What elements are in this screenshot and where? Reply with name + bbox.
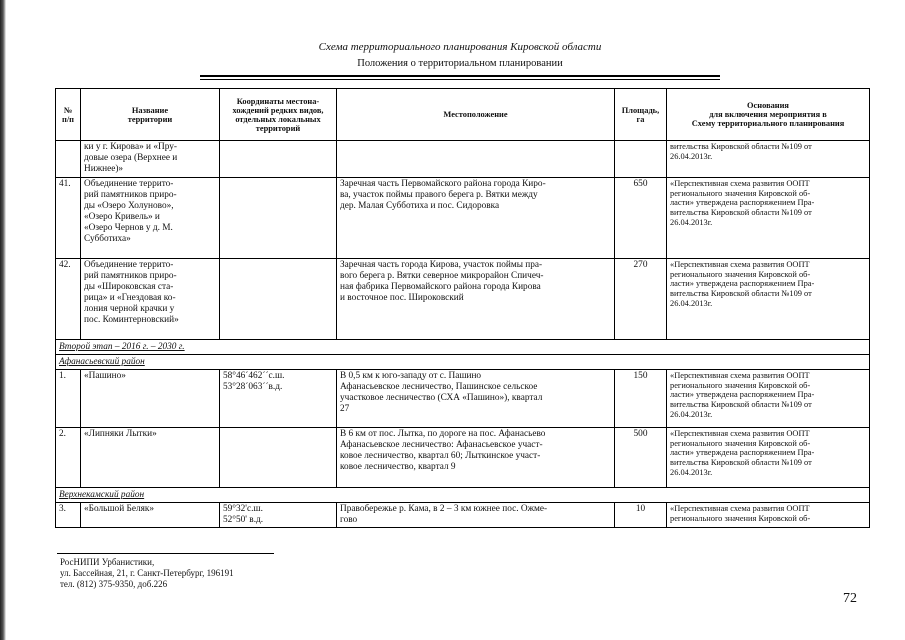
table-row [56,259,870,340]
cell-location: В 0,5 км к юго-западу от с. Пашино Афанасьевское лесничество, Пашинское сельское участковое лесничество (СХА «Пашино»), квартал 27 [337,370,615,428]
cell-num: 2. [56,428,81,488]
district-label: Верхнекамский район [56,488,870,503]
cell-basis: «Перспективная схема развития ООПТ регионального значения Кировской об- ласти» утверждена распоряжением Пра- вительства Кировской области №109 от 26.04.2013г. [667,259,870,340]
cell-location: В 6 км от пос. Лытка, по дороге на пос. Афанасьево Афанасьевское лесничество: Афанасьевское участ- ковое лесничество, квартал 60; Лыткинское участ- ковое лесничество, квартал 9 [337,428,615,488]
cell-num: 1. [56,370,81,428]
cell-num: 42. [56,259,81,340]
footer-address: ул. Бассейная, 21, г. Санкт-Петербург, 196191 [60,568,234,578]
cell-name: Объединение террито- рий памятников приро- ды «Широковская ста- рица» и «Гнездовая ко- лония черной крачки у пос. Коминтерновский» [81,259,220,340]
cell-area: 150 [615,370,667,428]
table-row [56,503,870,528]
cell-num: 41. [56,178,81,259]
table-row [56,178,870,259]
cell-coords [220,259,337,340]
cell-coords [220,141,337,178]
footer-org: РосНИПИ Урбанистики, [60,557,155,567]
cell-area: 10 [615,503,667,528]
cell-num: 3. [56,503,81,528]
cell-name: «Большой Беляк» [81,503,220,528]
cell-area: 650 [615,178,667,259]
header-rule-thin [200,79,720,80]
cell-name: «Липняки Лытки» [81,428,220,488]
cell-location: Правобережье р. Кама, в 2 – 3 км южнее пос. Ожме- гово [337,503,615,528]
table-row [56,428,870,488]
footer-phone: тел. (812) 375-9350, доб.226 [60,579,168,589]
cell-location: Заречная часть города Кирова, участок поймы пра- вого берега р. Вятки северное микрорайон Спичеч- ная фабрика Первомайского района города Кирова и восточное пос. Широковский [337,259,615,340]
document-subtitle: Положения о территориальном планировании [357,58,563,69]
district-row [56,355,870,370]
col-header-basis: Основания для включения мероприятия в Схему территориального планирования [667,89,870,141]
cell-location: Заречная часть Первомайского района города Киро- ва, участок поймы правого берега р. Вятки между дер. Малая Субботиха и пос. Сидоровка [337,178,615,259]
cell-location [337,141,615,178]
table-header-row [56,89,870,141]
cell-name: Объединение террито- рий памятников приро- ды «Озеро Холуново», «Озеро Кривель» и «Озеро Чернов у д. М. Субботиха» [81,178,220,259]
cell-area: 500 [615,428,667,488]
col-header-location: Местоположение [337,89,615,141]
cell-name: «Пашино» [81,370,220,428]
col-header-name: Название территории [81,89,220,141]
cell-coords: 58°46´462´´с.ш. 53°28´063´´в.д. [220,370,337,428]
cell-basis: «Перспективная схема развития ООПТ регионального значения Кировской об- ласти» утверждена распоряжением Пра- вительства Кировской области №109 от 26.04.2013г. [667,178,870,259]
cell-basis: «Перспективная схема развития ООПТ регионального значения Кировской об- ласти» утверждена распоряжением Пра- вительства Кировской области №109 от 26.04.2013г. [667,428,870,488]
cell-coords [220,178,337,259]
table-row-continued [56,141,870,178]
territories-table [55,88,870,528]
stage-label: Второй этап – 2016 г. – 2030 г. [56,340,870,355]
page-number: 72 [843,591,857,606]
cell-name: ки у г. Кирова» и «Пру- довые озера (Верхнее и Нижнее)» [81,141,220,178]
district-row [56,488,870,503]
cell-basis: «Перспективная схема развития ООПТ регионального значения Кировской об- [667,503,870,528]
cell-basis: «Перспективная схема развития ООПТ регионального значения Кировской об- ласти» утверждена распоряжением Пра- вительства Кировской области №109 от 26.04.2013г. [667,370,870,428]
cell-basis: вительства Кировской области №109 от 26.04.2013г. [667,141,870,178]
cell-area [615,141,667,178]
cell-num [56,141,81,178]
col-header-coords: Координаты местона- хождений редких видов, отдельных локальных территорий [220,89,337,141]
cell-coords: 59°32'с.ш. 52°50' в.д. [220,503,337,528]
header-rule-thick [200,75,720,77]
col-header-num: № п/п [56,89,81,141]
col-header-area: Площадь, га [615,89,667,141]
stage-row [56,340,870,355]
district-label: Афанасьевский район [56,355,870,370]
scan-edge [0,0,6,640]
document-title: Схема территориального планирования Кировской области [318,41,602,53]
footer [60,557,234,590]
cell-coords [220,428,337,488]
table-row [56,370,870,428]
cell-area: 270 [615,259,667,340]
footer-rule [57,553,274,554]
